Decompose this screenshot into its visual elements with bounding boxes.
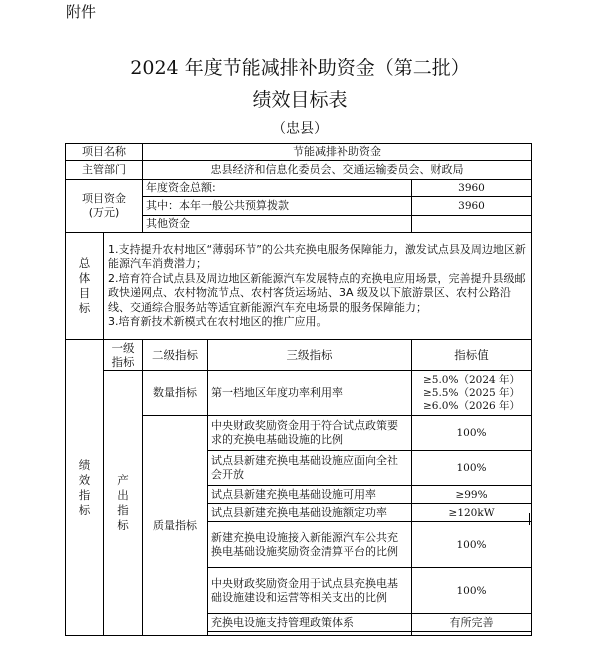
level2-header: 二级指标 bbox=[143, 340, 208, 371]
county-label: （忠县） bbox=[272, 121, 328, 137]
dept-row bbox=[66, 161, 532, 180]
output-indicator-label: 产 出 指 标 bbox=[104, 371, 143, 636]
performance-target-table bbox=[65, 143, 532, 636]
funds-label-line1: 项目资金 bbox=[82, 192, 126, 205]
perf-header-row bbox=[66, 340, 532, 371]
value-header: 指标值 bbox=[412, 340, 532, 371]
quality-indicator-5: 新建充换电设施接入新能源汽车公共充换电基础设施奖励资金清算平台的比例 bbox=[208, 522, 412, 568]
annual-total-value: 3960 bbox=[412, 180, 532, 197]
annual-total-row bbox=[66, 180, 532, 197]
funds-label bbox=[66, 180, 143, 233]
project-name-label: 项目名称 bbox=[66, 144, 143, 161]
quantity-label: 数量指标 bbox=[143, 371, 208, 416]
quality-value-7: 有所完善 bbox=[412, 614, 532, 632]
other-funds-value bbox=[412, 216, 532, 233]
of-which-value: 3960 bbox=[412, 197, 532, 216]
goals-text bbox=[104, 233, 532, 340]
attachment-label: 附件 bbox=[66, 3, 97, 21]
quality-indicator-3: 试点县新建充换电基础设施可用率 bbox=[208, 486, 412, 504]
quality-label: 质量指标 bbox=[143, 416, 208, 636]
annual-total-label: 年度资金总额: bbox=[143, 180, 412, 197]
text-cursor bbox=[529, 513, 530, 525]
level1-header: 一级 指标 bbox=[104, 340, 143, 371]
goal-line-1: 1.支持提升农村地区“薄弱环节”的公共充换电服务保障能力，激发试点县及周边地区新能源汽车消费潜力； bbox=[108, 242, 526, 270]
quality-indicator-1: 中央财政奖励资金用于符合试点政策要求的充换电基础设施的比例 bbox=[208, 416, 412, 451]
level3-header: 三级指标 bbox=[208, 340, 412, 371]
project-name-row bbox=[66, 144, 532, 161]
dept-value: 忠县经济和信息化委员会、交通运输委员会、财政局 bbox=[143, 161, 532, 180]
project-name-value: 节能减排补助资金 bbox=[143, 144, 532, 161]
quantity-row bbox=[66, 371, 532, 416]
goals-row bbox=[66, 233, 532, 340]
funds-label-line2: (万元) bbox=[88, 206, 120, 219]
quality-value-2: 100% bbox=[412, 451, 532, 486]
goals-label: 总 体 目 标 bbox=[66, 233, 104, 340]
other-funds-label: 其他资金 bbox=[143, 216, 412, 233]
quantity-indicator: 第一档地区年度功率利用率 bbox=[208, 371, 412, 416]
quality-indicator-7: 充换电设施支持管理政策体系 bbox=[208, 614, 412, 632]
document-title: 2024 年度节能减排补助资金（第二批） bbox=[130, 57, 470, 79]
quality-value-6: 100% bbox=[412, 568, 532, 614]
document-subtitle: 绩效目标表 bbox=[252, 89, 348, 111]
quality-indicator-4: 试点县新建充换电基础设施额定功率 bbox=[208, 504, 412, 522]
dept-label: 主管部门 bbox=[66, 161, 143, 180]
quality-indicator-2: 试点县新建充换电基础设施应面向全社会开放 bbox=[208, 451, 412, 486]
quality-value-5: 100% bbox=[412, 522, 532, 568]
perf-label: 绩 效 指 标 bbox=[66, 340, 104, 636]
quality-value-3: ≥99% bbox=[412, 486, 532, 504]
goal-line-2: 2.培育符合试点县及周边地区新能源汽车发展特点的充换电应用场景，完善提升县级邮政快递网点、农村物流节点、农村客货运场站、3A 级及以下旅游景区、农村公路沿线、交通综合服务站等适宜新能源汽车充电场景的服务保障能力； bbox=[108, 271, 526, 314]
quality-indicator-6: 中央财政奖励资金用于试点县充换电基础设施建设和运营等相关支出的比例 bbox=[208, 568, 412, 614]
quality-value-4: ≥120kW bbox=[412, 504, 532, 522]
of-which-label: 其中：本年一般公共预算拨款 bbox=[143, 197, 412, 216]
quantity-values: ≥5.0%（2024 年） ≥5.5%（2025 年） ≥6.0%（2026 年） bbox=[412, 371, 532, 416]
quality-value-1: 100% bbox=[412, 416, 532, 451]
goal-line-3: 3.培育新技术新模式在农村地区的推广应用。 bbox=[108, 315, 328, 328]
